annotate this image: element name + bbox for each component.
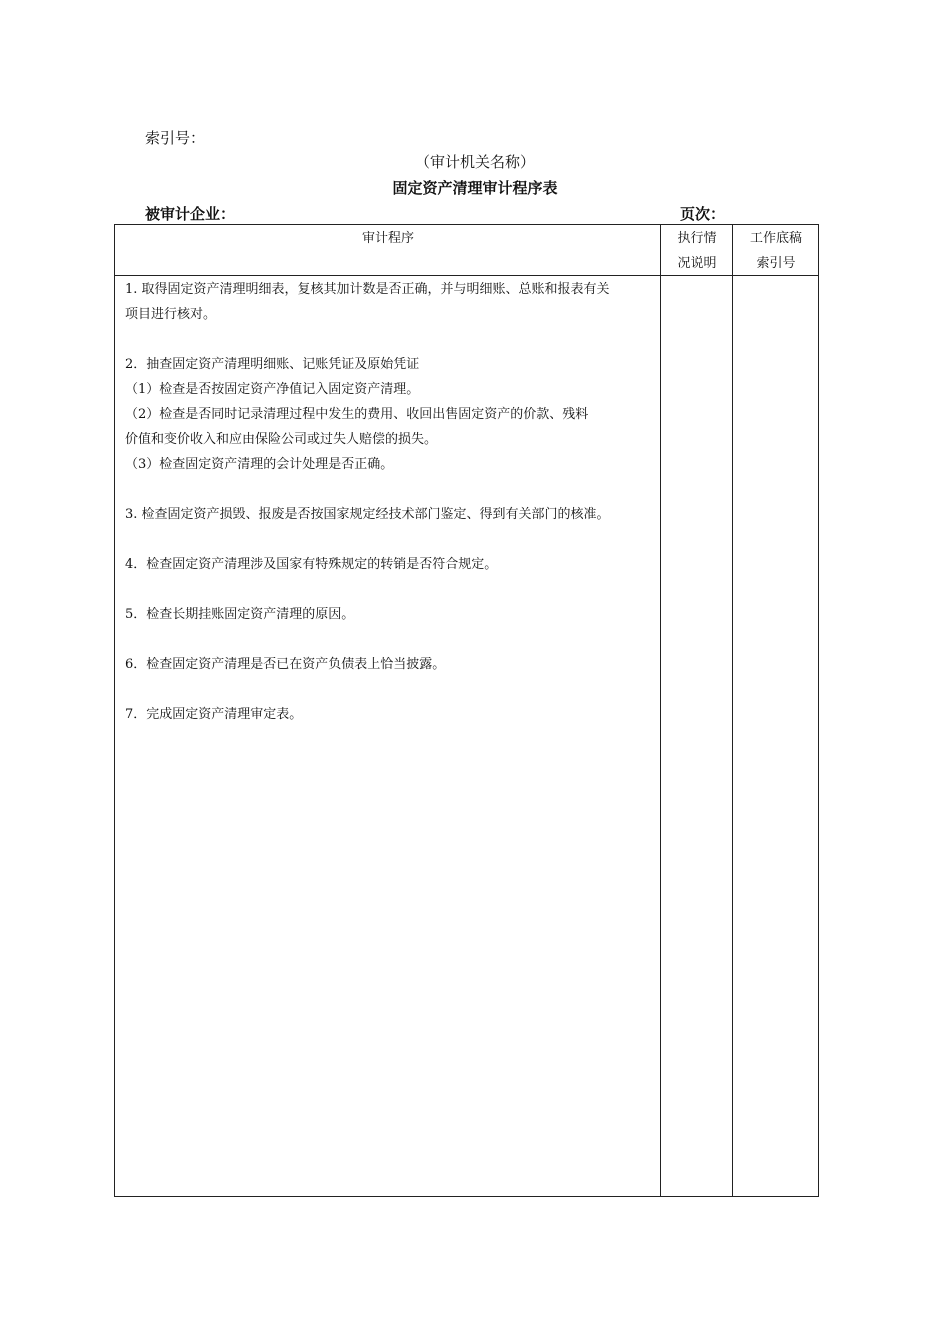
step-7: 7．完成固定资产清理审定表。: [125, 707, 303, 722]
document-title: 固定资产清理审计程序表: [392, 179, 558, 197]
page-number-label: 页次：: [680, 205, 726, 223]
column-header-workpaper-line2: 索引号: [756, 256, 796, 271]
column-header-procedure-label: 审计程序: [361, 231, 414, 246]
step-1-line2: 项目进行核对。: [125, 307, 217, 322]
audit-org-name: （审计机关名称）: [414, 153, 535, 171]
step-6: 6．检查固定资产清理是否已在资产负债表上恰当披露。: [125, 657, 446, 672]
step-2-sub-2-line1: （2）检查是否同时记录清理过程中发生的费用、收回出售固定资产的价款、残料: [125, 407, 589, 422]
step-1-line1: 1. 取得固定资产清理明细表，复核其加计数是否正确，并与明细账、总账和报表有关: [125, 282, 610, 297]
step-5: 5．检查长期挂账固定资产清理的原因。: [125, 607, 355, 622]
column-divider: [732, 225, 733, 1196]
step-4: 4．检查固定资产清理涉及国家有特殊规定的转销是否符合规定。: [125, 557, 498, 572]
audited-entity-label: 被审计企业：: [145, 205, 236, 223]
column-divider: [660, 225, 661, 1196]
audit-program-table: [114, 224, 819, 1197]
index-number-label: 索引号：: [145, 129, 206, 147]
column-header-procedure: [115, 225, 661, 276]
step-2-sub-2-line2: 价值和变价收入和应由保险公司或过失人赔偿的损失。: [125, 432, 438, 447]
column-header-execution-line2: 况说明: [677, 256, 717, 271]
step-2-title: 2．抽查固定资产清理明细账、记账凭证及原始凭证: [125, 357, 420, 372]
step-3: 3. 检查固定资产损毁、报废是否按国家规定经技术部门鉴定、得到有关部门的核准。: [125, 507, 610, 522]
column-header-workpaper-line1: 工作底稿: [749, 231, 802, 246]
column-header-execution: [661, 225, 733, 276]
step-2-sub-3: （3）检查固定资产清理的会计处理是否正确。: [125, 457, 394, 472]
column-header-workpaper-ref: [733, 225, 819, 276]
procedure-steps: [125, 277, 655, 727]
step-2-sub-1: （1）检查是否按固定资产净值记入固定资产清理。: [125, 382, 420, 397]
column-header-execution-line1: 执行情: [677, 231, 717, 246]
